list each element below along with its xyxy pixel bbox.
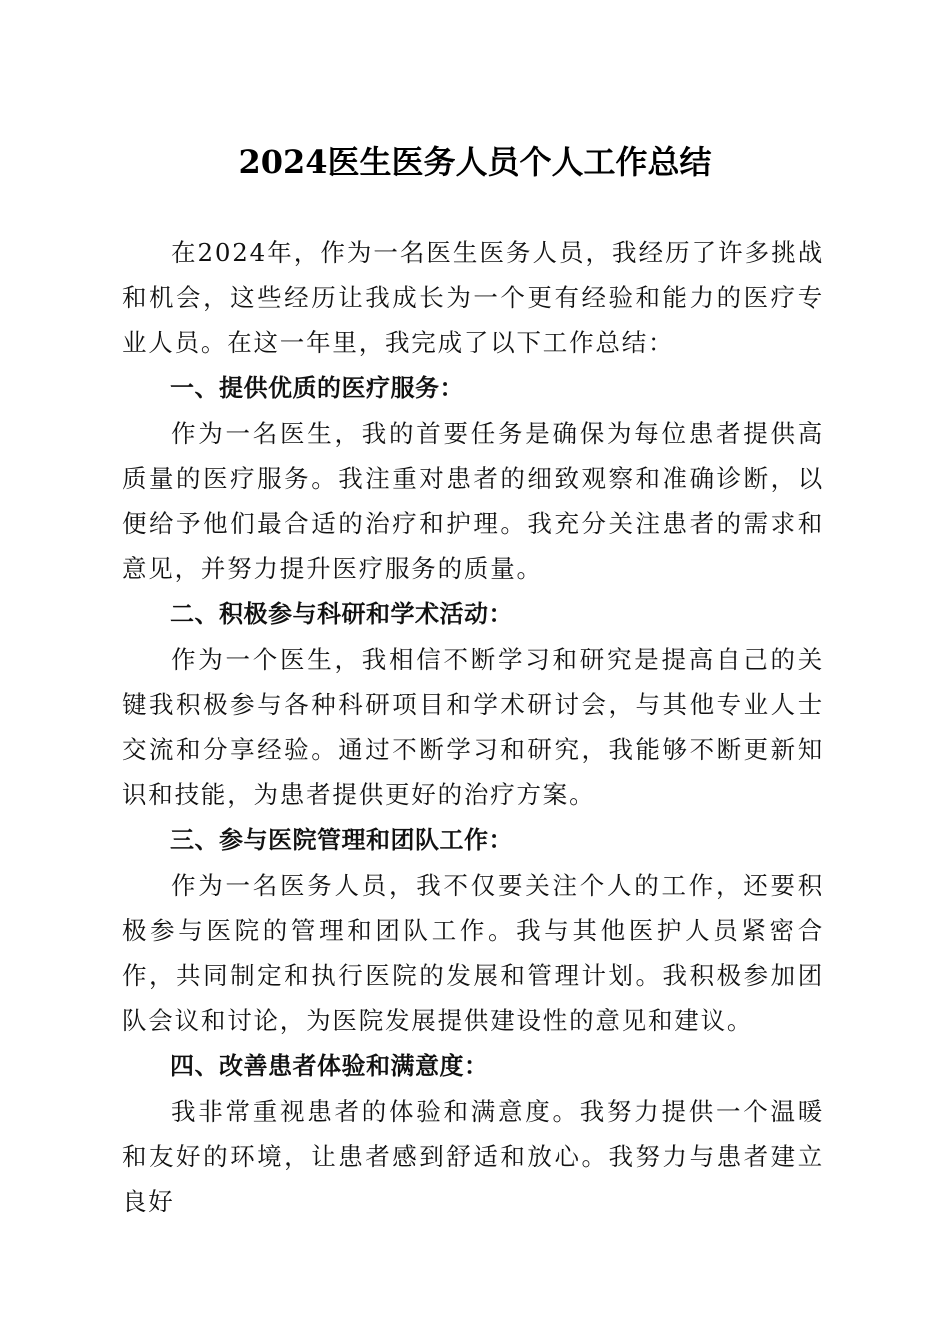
- section-paragraph-3: 作为一名医务人员，我不仅要关注个人的工作，还要积极参与医院的管理和团队工作。我与其他医护人员紧密合作，共同制定和执行医院的发展和管理计划。我积极参加团队会议和讨论，为医院发展提供建设性的意见和建议。: [122, 870, 824, 1036]
- section-paragraph-1: 作为一名医生，我的首要任务是确保为每位患者提供高质量的医疗服务。我注重对患者的细致观察和准确诊断，以便给予他们最合适的治疗和护理。我充分关注患者的需求和意见，并努力提升医疗服务的质量。: [122, 418, 824, 584]
- document-title: 2024医生医务人员个人工作总结: [238, 143, 712, 181]
- section-heading-2: 二、积极参与科研和学术活动：: [170, 599, 513, 628]
- section-paragraph-2: 作为一个医生，我相信不断学习和研究是提高自己的关键我积极参与各种科研项目和学术研讨会，与其他专业人士交流和分享经验。通过不断学习和研究，我能够不断更新知识和技能，为患者提供更好的治疗方案。: [122, 644, 824, 810]
- document-body: [122, 230, 824, 1224]
- section-paragraph-4: 我非常重视患者的体验和满意度。我努力提供一个温暖和友好的环境，让患者感到舒适和放心。我努力与患者建立良好: [122, 1096, 824, 1217]
- section-heading-3: 三、参与医院管理和团队工作：: [170, 825, 513, 854]
- section-heading-1: 一、提供优质的医疗服务：: [170, 373, 464, 402]
- intro-paragraph: 在2024年，作为一名医生医务人员，我经历了许多挑战和机会，这些经历让我成长为一个更有经验和能力的医疗专业人员。在这一年里，我完成了以下工作总结：: [122, 238, 824, 358]
- section-heading-4: 四、改善患者体验和满意度：: [170, 1051, 489, 1080]
